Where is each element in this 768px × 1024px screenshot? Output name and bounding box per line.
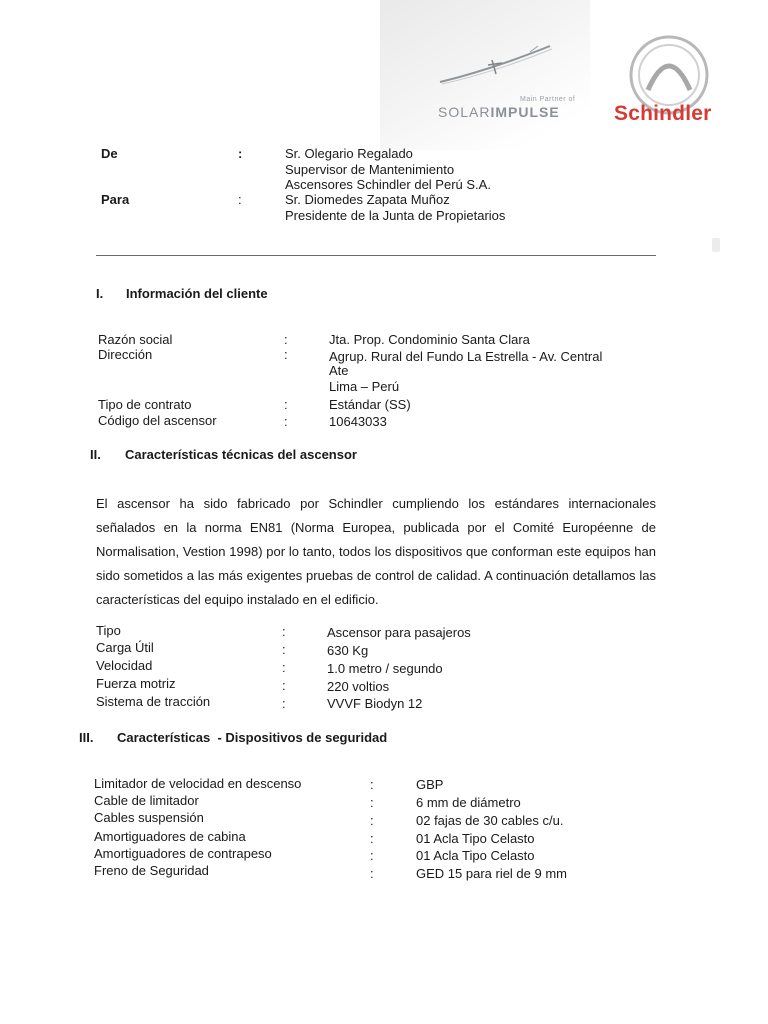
technical-paragraph-text: El ascensor ha sido fabricado por Schindler cumpliendo los estándares internacionales señalados en la norma EN81 (Norma Europea, publicada por el Comité Européenne de Normalisation, Vestion 1998) por lo tanto, todos los dispositivos que conforman este equipos han sido sometidos a las más exigentes pruebas de control de calidad. A continuación detallamos las características del equipo instalado en el edificio. bbox=[96, 496, 656, 607]
solar-prefix: SOLAR bbox=[438, 104, 491, 120]
safety-colon-amort-cabina: : bbox=[370, 831, 374, 846]
de-line-3: Ascensores Schindler del Perú S.A. bbox=[285, 177, 491, 192]
section1-title: Información del cliente bbox=[126, 286, 268, 301]
section3-number: III. bbox=[79, 730, 94, 745]
spec-value-traccion: VVVF Biodyn 12 bbox=[327, 696, 423, 711]
de-colon: : bbox=[238, 146, 243, 161]
safety-label-freno: Freno de Seguridad bbox=[94, 863, 209, 878]
client-label-razon: Razón social bbox=[98, 332, 173, 347]
safety-value-amort-contrapeso: 01 Acla Tipo Celasto bbox=[416, 848, 535, 863]
safety-label-amort-contrapeso: Amortiguadores de contrapeso bbox=[94, 846, 272, 861]
spec-colon-fuerza: : bbox=[282, 678, 286, 693]
spec-value-velocidad: 1.0 metro / segundo bbox=[327, 661, 443, 676]
client-colon-razon: : bbox=[284, 332, 288, 347]
client-label-contrato: Tipo de contrato bbox=[98, 397, 192, 412]
client-colon-contrato: : bbox=[284, 397, 288, 412]
para-colon: : bbox=[238, 192, 242, 207]
spec-label-velocidad: Velocidad bbox=[96, 658, 153, 673]
spec-colon-carga: : bbox=[282, 642, 286, 657]
spec-colon-traccion: : bbox=[282, 696, 286, 711]
para-line-1: Sr. Diomedes Zapata Muñoz bbox=[285, 192, 450, 207]
safety-value-amort-cabina: 01 Acla Tipo Celasto bbox=[416, 831, 535, 846]
client-label-codigo: Código del ascensor bbox=[98, 413, 217, 428]
client-value-razon: Jta. Prop. Condominio Santa Clara bbox=[329, 332, 530, 347]
spec-label-fuerza: Fuerza motriz bbox=[96, 676, 176, 691]
de-line-1: Sr. Olegario Regalado bbox=[285, 146, 413, 161]
solar-suffix: IMPULSE bbox=[490, 104, 560, 120]
client-value-direccion: Agrup. Rural del Fundo La Estrella - Av. Central bbox=[329, 349, 603, 364]
safety-label-amort-cabina: Amortiguadores de cabina bbox=[94, 829, 246, 844]
spec-label-traccion: Sistema de tracción bbox=[96, 694, 211, 709]
spec-colon-tipo: : bbox=[282, 624, 286, 639]
para-label: Para bbox=[101, 192, 130, 207]
brand-name: Schindler bbox=[614, 102, 712, 125]
section3-title: Características - Dispositivos de seguridad bbox=[117, 730, 388, 745]
client-value-codigo: 10643033 bbox=[329, 414, 387, 429]
de-line-2: Supervisor de Mantenimiento bbox=[285, 162, 455, 177]
partner-label: Main Partner of bbox=[520, 96, 576, 103]
safety-colon-limitador: : bbox=[370, 777, 374, 792]
safety-colon-freno: : bbox=[370, 866, 374, 881]
safety-colon-cable: : bbox=[370, 795, 374, 810]
safety-value-cable: 6 mm de diámetro bbox=[416, 795, 521, 810]
spec-value-fuerza: 220 voltios bbox=[327, 679, 390, 694]
safety-value-limitador: GBP bbox=[416, 777, 444, 792]
technical-paragraph bbox=[96, 492, 656, 612]
client-colon-direccion: : bbox=[284, 347, 288, 362]
safety-value-suspension: 02 fajas de 30 cables c/u. bbox=[416, 813, 564, 828]
client-colon-codigo: : bbox=[284, 414, 288, 429]
safety-value-freno: GED 15 para riel de 9 mm bbox=[416, 866, 568, 881]
safety-colon-suspension: : bbox=[370, 813, 374, 828]
safety-label-limitador: Limitador de velocidad en descenso bbox=[94, 776, 302, 791]
spec-value-tipo: Ascensor para pasajeros bbox=[327, 625, 471, 640]
de-label: De bbox=[101, 146, 118, 161]
spec-label-carga: Carga Útil bbox=[96, 640, 154, 655]
safety-label-suspension: Cables suspensión bbox=[94, 810, 204, 825]
spec-value-carga: 630 Kg bbox=[327, 643, 369, 658]
client-value-direccion-3: Lima – Perú bbox=[329, 379, 400, 394]
client-label-direccion: Dirección bbox=[98, 347, 153, 362]
section2-number: II. bbox=[90, 447, 101, 462]
spec-colon-velocidad: : bbox=[282, 660, 286, 675]
client-value-direccion-2: Ate bbox=[329, 363, 349, 378]
section1-number: I. bbox=[96, 286, 104, 301]
solar-impulse-plane-icon bbox=[430, 30, 570, 100]
section2-title: Características técnicas del ascensor bbox=[125, 447, 357, 462]
solar-impulse-logo bbox=[438, 104, 560, 120]
divider-line bbox=[96, 255, 656, 256]
safety-colon-amort-contrapeso: : bbox=[370, 848, 374, 863]
spec-label-tipo: Tipo bbox=[96, 623, 121, 638]
scan-mark bbox=[712, 238, 720, 252]
safety-label-cable: Cable de limitador bbox=[94, 793, 199, 808]
client-value-contrato: Estándar (SS) bbox=[329, 397, 411, 412]
para-line-2: Presidente de la Junta de Propietarios bbox=[285, 208, 506, 223]
